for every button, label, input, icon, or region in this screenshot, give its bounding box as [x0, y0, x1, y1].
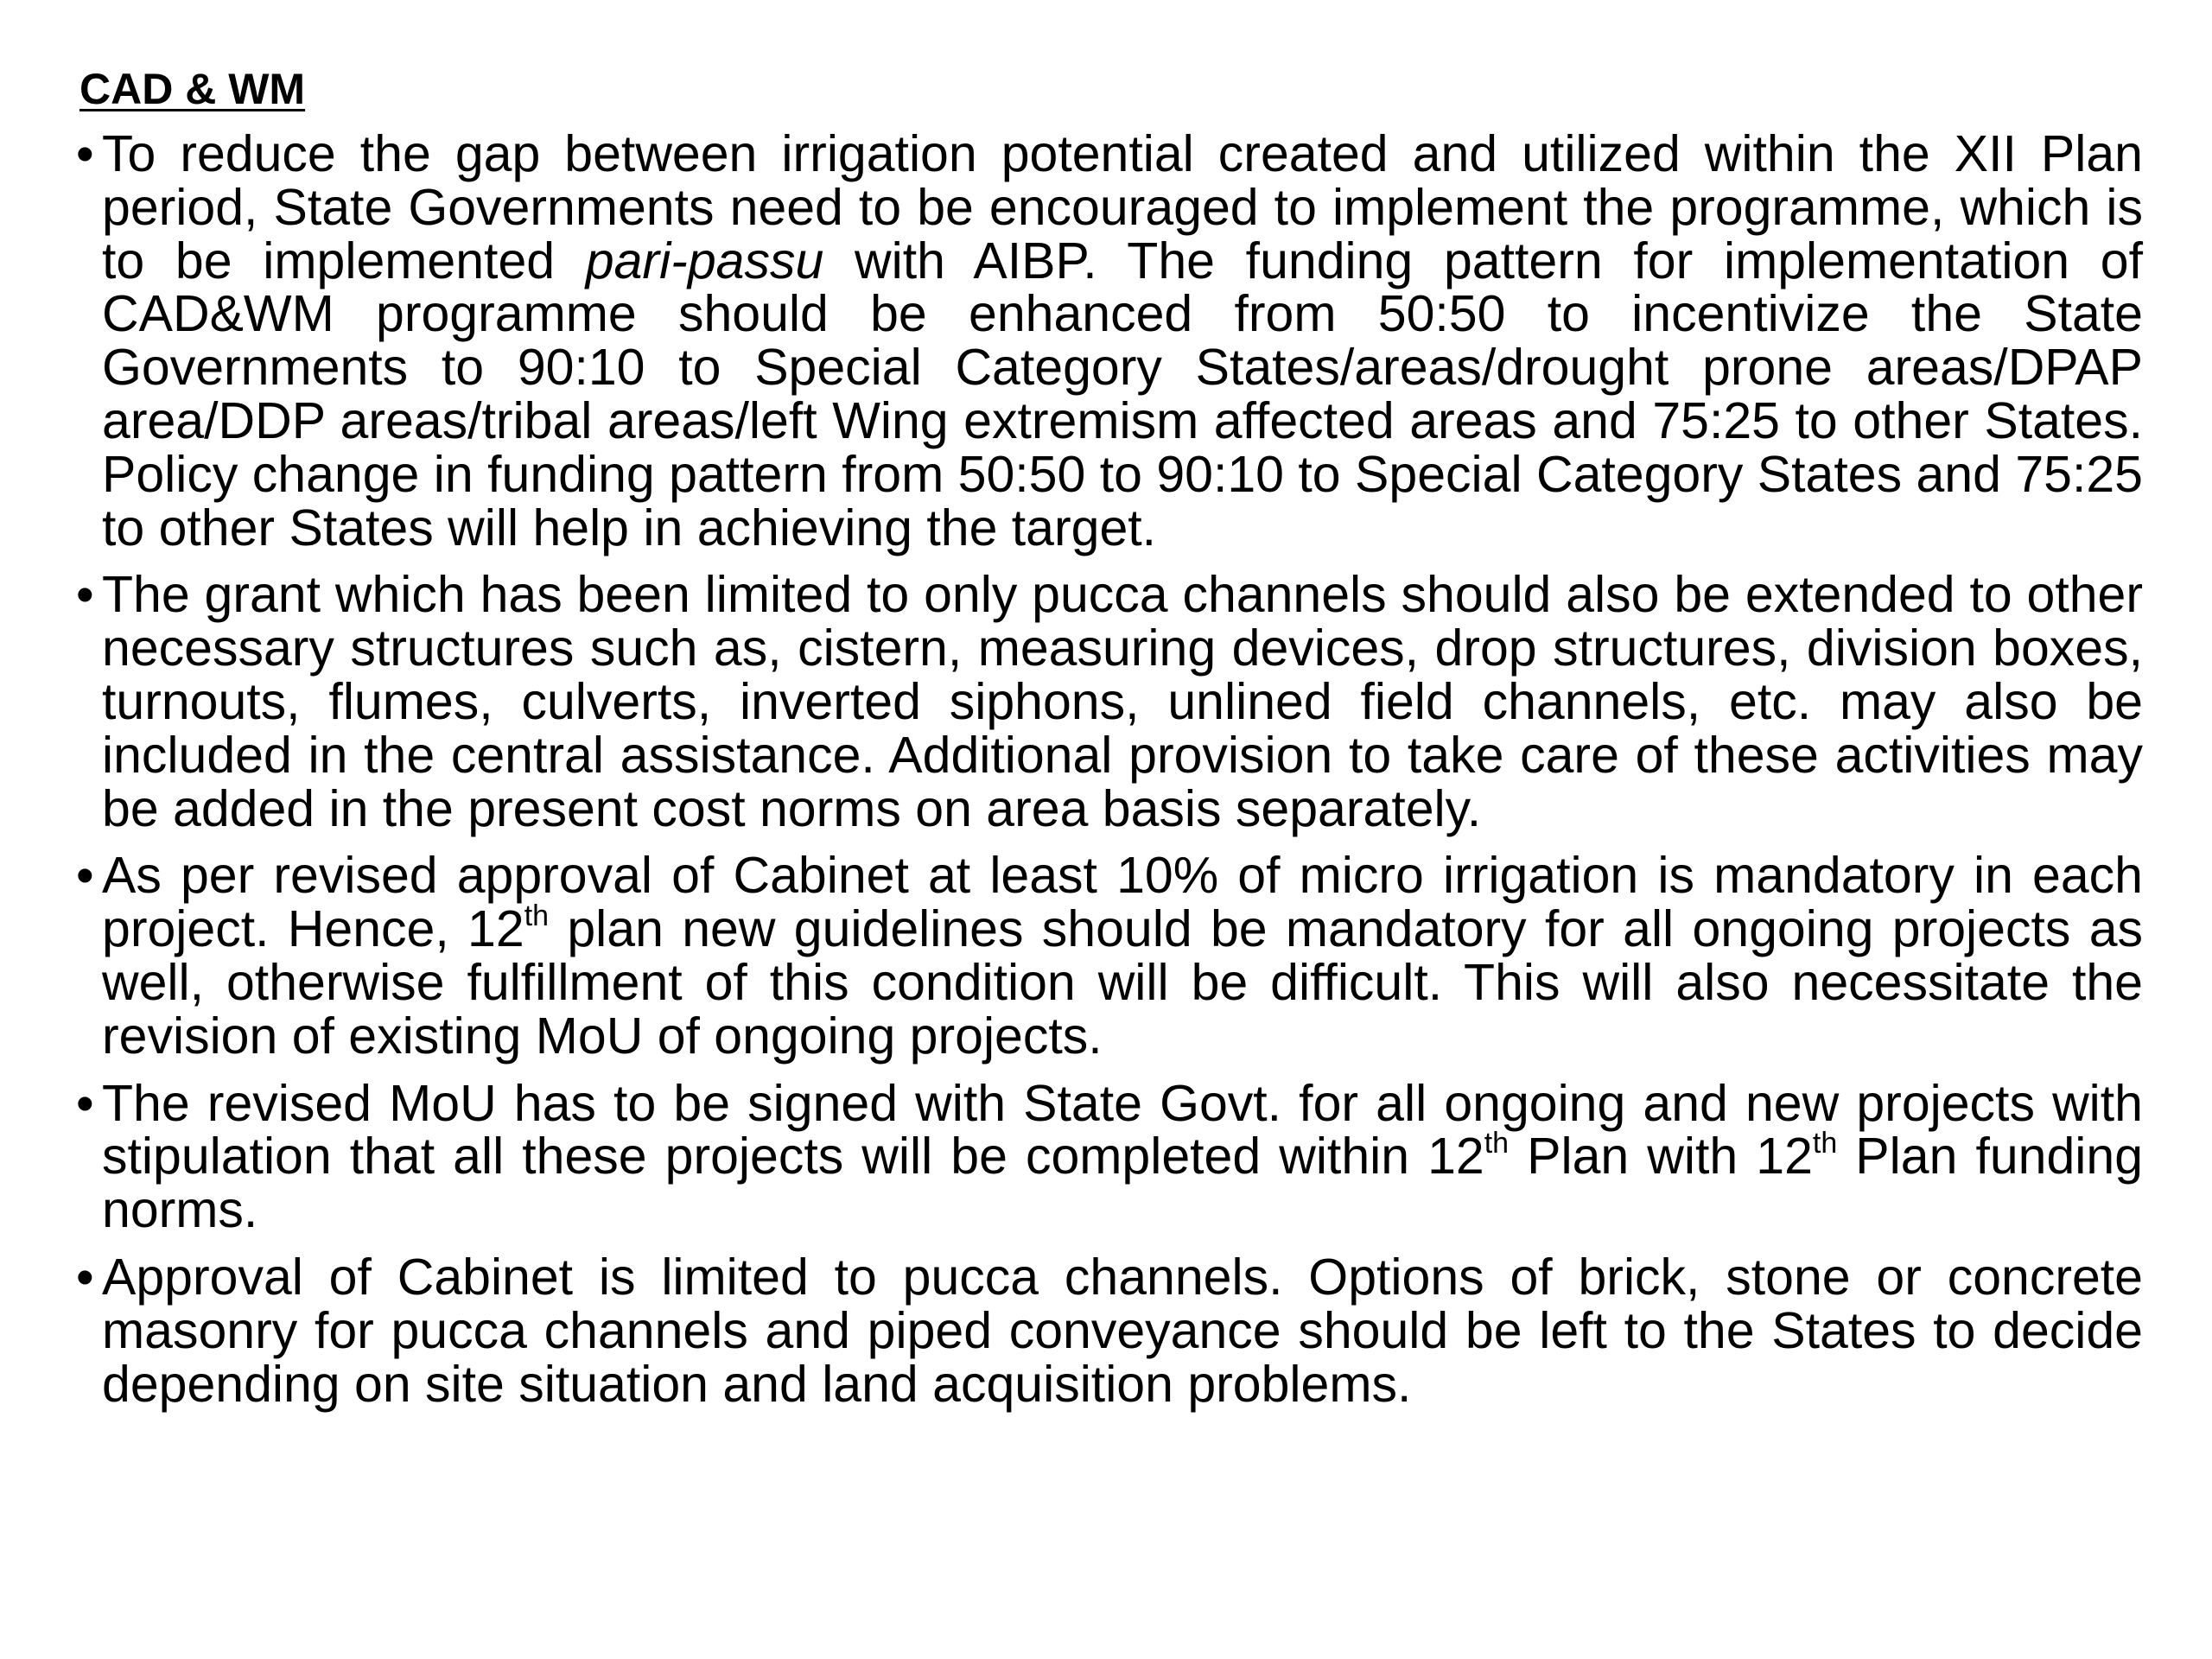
- ordinal-suffix: th: [524, 899, 550, 933]
- bullet-text: The grant which has been limited to only pucca channels should also be extended to other necessary structures such as, cistern, measuring devices, drop structures, division boxes, turnouts, flumes, culverts, inverted siphons, unlined field channels, etc. may also be included in the central assistance. Additional provision to take care of these activities may be added in the present cost norms on area basis separately.: [102, 566, 2143, 837]
- bullet-item-micro-irrigation: [76, 849, 2143, 1063]
- bullet-marker: •: [76, 1248, 94, 1306]
- italic-term: pari-passu: [585, 232, 824, 289]
- bullet-marker: •: [76, 1074, 94, 1132]
- bullet-marker: •: [76, 847, 94, 905]
- ordinal-suffix: th: [1484, 1127, 1510, 1160]
- bullet-item-revised-mou: [76, 1074, 2144, 1239]
- bullet-text: Plan funding norms.: [102, 1128, 2144, 1239]
- bullet-marker: •: [76, 125, 94, 182]
- bullet-text: To reduce the gap between irrigation potential created and utilized within the XII Plan period, State Governments need to be encouraged to implement the programme, which is to be implemented: [102, 125, 2143, 289]
- bullet-text: Plan with 12: [1509, 1128, 1813, 1185]
- section-title: CAD & WM: [79, 65, 306, 113]
- bullet-item-grant-extension: [76, 566, 2143, 837]
- bullet-marker: •: [76, 566, 94, 624]
- bullet-text: with AIBP. The funding pattern for implementation of CAD&WM programme should be enhanced from 50:50 to incentivize the State Governments to 90:10 to Special Category States/areas/drought prone areas/DPAP area/DDP areas/tribal areas/left Wing extremism affected areas and 75:25 to other States. Policy change in funding pattern from 50:50 to 90:10 to Special Category States and 75:25 to other States will help in achieving the target.: [102, 232, 2143, 556]
- bullet-text: plan new guidelines should be mandatory for all ongoing projects as well, otherwise fulfillment of this condition will be difficult. This will also necessitate the revision of existing MoU of ongoing projects.: [102, 900, 2144, 1065]
- bullet-list: [76, 125, 2144, 1425]
- bullet-text: The revised MoU has to be signed with State Govt. for all ongoing and new projects with stipulation that all these projects will be completed within 12: [102, 1074, 2143, 1185]
- bullet-item-pucca-channels: [76, 1248, 2143, 1413]
- ordinal-suffix: th: [1812, 1127, 1838, 1160]
- bullet-item-funding-pattern: [76, 125, 2143, 556]
- bullet-text: As per revised approval of Cabinet at least 10% of micro irrigation is mandatory in each project. Hence, 12: [102, 847, 2143, 958]
- bullet-text: Approval of Cabinet is limited to pucca channels. Options of brick, stone or concrete masonry for pucca channels and piped conveyance should be left to the States to decide depending on site situation and land acquisition problems.: [102, 1248, 2143, 1413]
